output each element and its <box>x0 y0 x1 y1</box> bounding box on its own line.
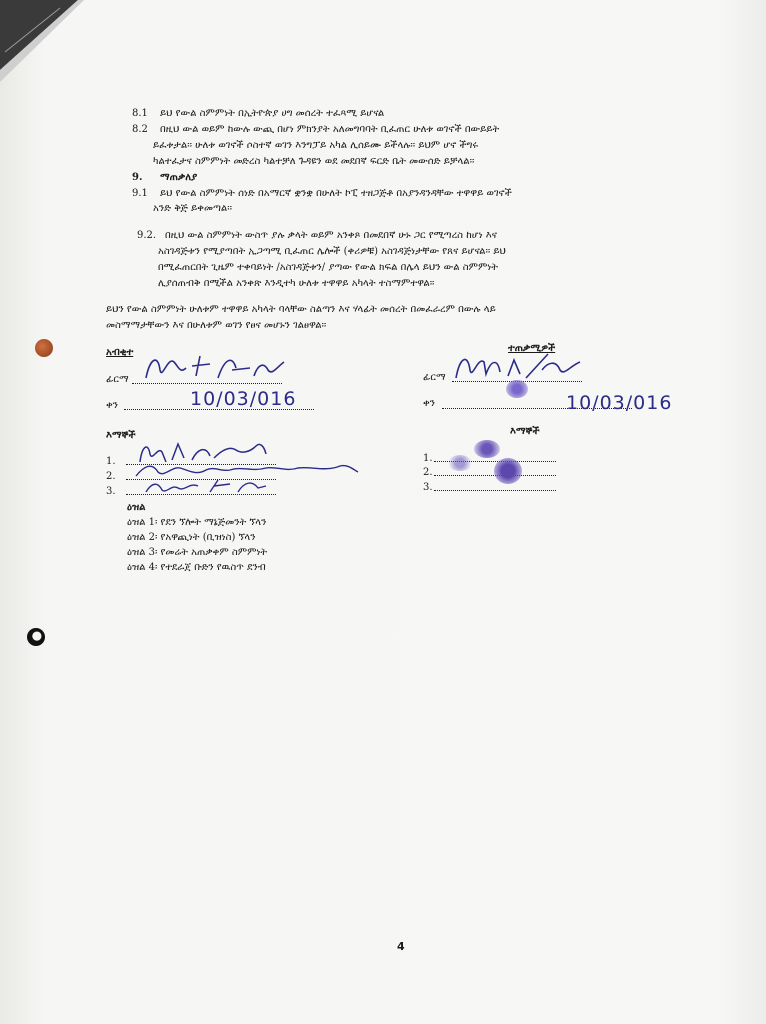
right-party-title: ተጠቃሚዎች <box>508 343 556 354</box>
left-signature <box>140 348 290 384</box>
right-witness-number: 2. <box>423 467 433 478</box>
annex-item: ዕዝል 1፡ የደን ኘሎት ማኔጅመንት ኘላን <box>127 517 267 528</box>
annex-item: ዕዝል 2፡ የአዋጪነት (ቢዝነስ) ኘላን <box>127 532 256 543</box>
clause-8-1-text: ይህ የውል ስምምነት በኢትዮጵያ ሀግ መሰረት ተፈጻሚ ይሆናል <box>160 108 385 119</box>
right-witness-line <box>434 490 556 491</box>
clause-9-2-line: አስገዳጅቱን የሚያጣበት ኢጋጣሚ ቢፈጠር ሌሎች (ቀሪዎቹ) አስገዳጅነታቸው የጸና ይሆናል፡፡ ይህ <box>158 246 506 257</box>
annex-item: ዕዝል 4፡ የተደራጀ ቡድን የዉስጥ ደንብ <box>127 562 266 573</box>
clause-9-2-number: 9.2. <box>137 230 157 241</box>
witness-signatures-left <box>126 436 366 500</box>
clause-9-number: 9. <box>132 172 143 183</box>
right-date-label: ቀን <box>423 398 435 409</box>
right-signature <box>452 350 592 384</box>
folded-corner <box>0 0 90 90</box>
clause-8-1-number: 8.1 <box>132 108 148 119</box>
clause-8-2-line: ይፈቱታል፡፡ ሁለቱ ወገኖች ሶስተኛ ወገን እንግፓይ አካል ሊሰይሙ ይችላሉ፡፡ ይህም ሆኖ ችግሩ <box>153 140 479 151</box>
witness-ink-stamp <box>494 458 522 484</box>
right-witness-number: 3. <box>423 482 433 493</box>
witness-ink-stamp <box>474 440 500 458</box>
clause-9-heading: ማጠቃለያ <box>160 172 198 183</box>
clause-8-2-line: ካልተፈታና ስምምነት መድረስ ካልተቻለ ጉዳዩን ወደ መደበኛ ፍርድ ቤት መውሰድ ይቻላል፡፡ <box>153 156 475 167</box>
annex-item: ዕዝል 3፡ የመሬት አጠቃቀም ስምምነት <box>127 547 268 558</box>
clause-9-2-line: በሚፈጠርበት ጊዜም ተቀባይነት /አስገዳጅቱን/ ያጣው የውል ክፍል በሌላ ይህን ውል ስምምነት <box>158 262 499 273</box>
closing-line: መስማማታቸውን እና በሁለቱም ወገን የፀና መሆኑን ገልፀዋል፡፡ <box>106 320 327 331</box>
punch-hole-top <box>35 339 53 357</box>
clause-9-2-line: ሊያሰጠብቅ በሚችል አንቀጽ እንዲተካ ሁለቱ ተዋዋይ አካላት ተስማምተዋል፡፡ <box>158 278 435 289</box>
witness-ink-stamp <box>448 455 472 471</box>
left-witness-number: 1. <box>106 456 116 467</box>
left-witness-number: 3. <box>106 486 116 497</box>
clause-9-1-line: ይህ የውል ስምምነት ሰነድ በአማርኛ ቋንቋ በሁለት ኮፒ ተዘጋጅቶ በአያንዳንዳቸው ተዋዋይ ወገኖች <box>160 188 512 199</box>
left-party-title: አብቂተ <box>106 347 134 358</box>
left-date-value: 10/03/016 <box>190 388 297 410</box>
right-witnesses-title: እማኞች <box>510 426 540 437</box>
annexes-title: ዕዝል <box>127 502 146 513</box>
clause-9-1-line: አንድ ቅጅ ይቀመጣል፡፡ <box>153 203 232 214</box>
left-date-label: ቀን <box>106 400 118 411</box>
clause-8-2-number: 8.2 <box>132 124 148 135</box>
right-ink-stamp <box>506 380 528 398</box>
clause-9-1-number: 9.1 <box>132 188 148 199</box>
left-sign-label: ፊርማ <box>106 374 129 385</box>
left-witness-number: 2. <box>106 471 116 482</box>
left-witnesses-title: እማኞች <box>106 430 136 441</box>
page-number: 4 <box>397 940 405 953</box>
right-sign-label: ፊርማ <box>423 372 446 383</box>
closing-line: ይህን የውል ስምምነት ሁለቱም ተዋዋይ አካላት ባላቸው ስልጣን እና ሃላፊት መሰረት በመፈራረም በውሉ ላይ <box>106 304 496 315</box>
right-witness-number: 1. <box>423 453 433 464</box>
right-date-value: 10/03/016 <box>566 392 673 414</box>
clause-9-2-line: በዚህ ውል ስምምነት ውስጥ ያሉ ቃላት ወይም አንቀጾ በመደበኛ ሁኑ ጋር የሚጣረስ ከሆነ እና <box>165 230 497 241</box>
punch-hole-bottom <box>27 628 45 646</box>
clause-8-2-line: በዚህ ውል ወይም ከውሉ ውጪ በሆነ ምክንያት አለመግባባት ቢፈጠር ሁለቱ ወገኖች በውይይት <box>160 124 500 135</box>
